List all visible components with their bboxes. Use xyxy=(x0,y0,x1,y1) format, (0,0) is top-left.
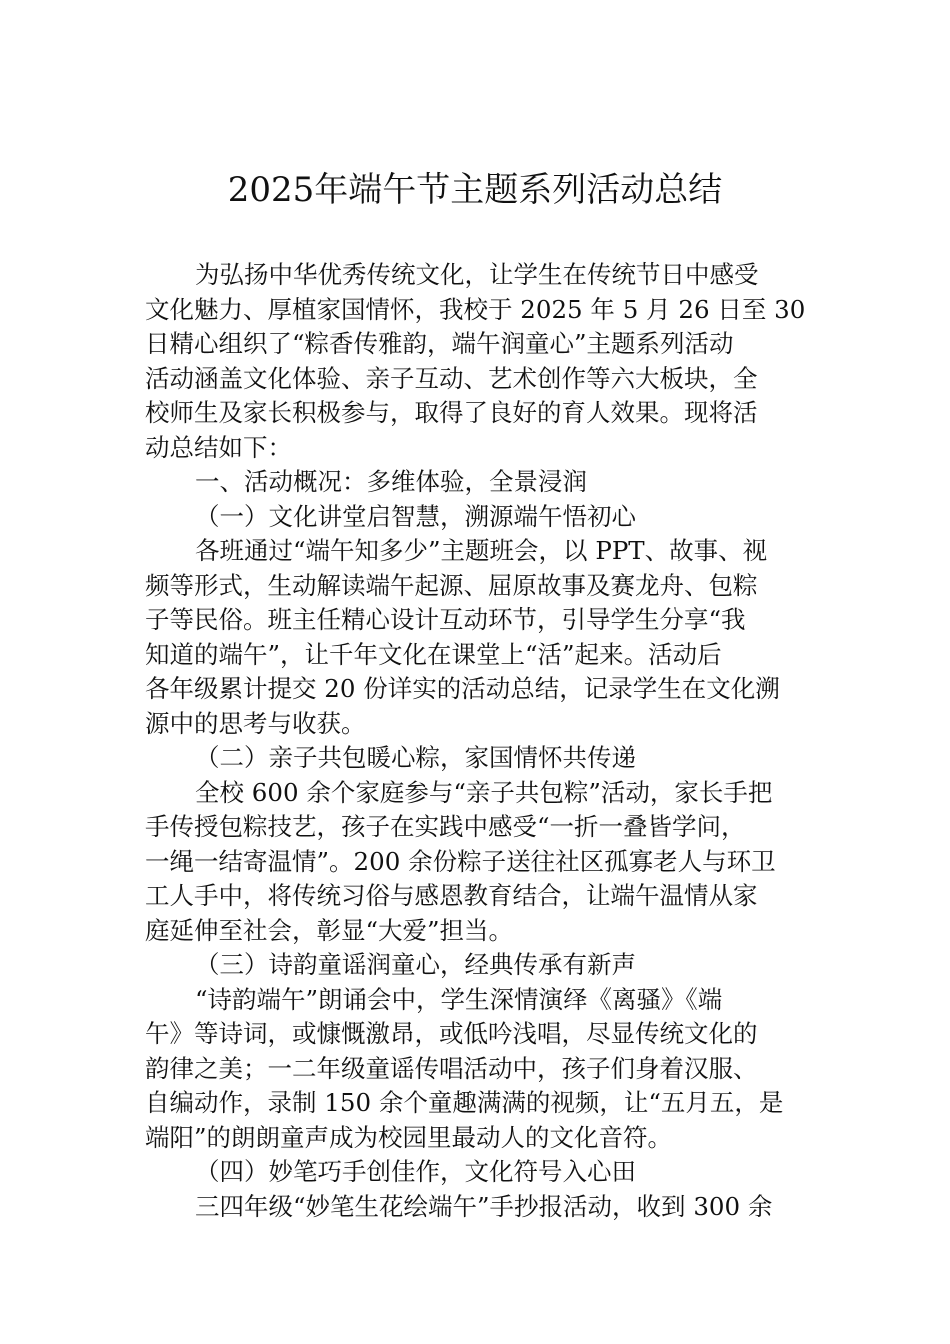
paragraph-line: 为弘扬中华优秀传统文化，让学生在传统节日中感受 xyxy=(195,260,759,289)
paragraph-line: 知道的端午”，让千年文化在课堂上“活”起来。活动后 xyxy=(145,639,722,669)
paragraph-line: 文化魅力、厚植家国情怀，我校于 2025 年 5 月 26 日至 30 xyxy=(145,294,806,324)
paragraph-line: 源中的思考与收获。 xyxy=(145,708,366,738)
paragraph-line: “诗韵端午”朗诵会中，学生深情演绎《离骚》《端 xyxy=(195,984,723,1014)
paragraph-line: 工人手中，将传统习俗与感恩教育结合，让端午温情从家 xyxy=(145,881,758,910)
subsection-heading: （四）妙笔巧手创佳作，文化符号入心田 xyxy=(195,1157,636,1186)
paragraph-line: 庭延伸至社会，彰显“大爱”担当。 xyxy=(145,915,514,945)
paragraph-line: 端阳”的朗朗童声成为校园里最动人的文化音符。 xyxy=(145,1122,673,1152)
document-body xyxy=(145,258,809,1224)
paragraph-line: 频等形式，生动解读端午起源、屈原故事及赛龙舟、包粽 xyxy=(145,570,758,600)
paragraph-line: 日精心组织了“粽香传雅韵，端午润童心”主题系列活动 xyxy=(145,329,734,358)
paragraph-line: 校师生及家长积极参与，取得了良好的育人效果。现将活 xyxy=(145,398,758,427)
section-heading: 一、活动概况：多维体验，全景浸润 xyxy=(195,467,587,496)
paragraph-line: 各班通过“端午知多少”主题班会，以 PPT、故事、视 xyxy=(195,536,768,565)
paragraph-line: 活动涵盖文化体验、亲子互动、艺术创作等六大板块，全 xyxy=(145,363,758,393)
paragraph-line: 全校 600 余个家庭参与“亲子共包粽”活动，家长手把 xyxy=(195,777,773,807)
paragraph-line: 自编动作，录制 150 余个童趣满满的视频，让“五月五，是 xyxy=(145,1088,784,1117)
subsection-heading: （二）亲子共包暖心粽，家国情怀共传递 xyxy=(195,743,636,772)
subsection-heading: （三）诗韵童谣润童心，经典传承有新声 xyxy=(195,950,636,979)
document-title: 2025年端午节主题系列活动总结 xyxy=(227,170,723,210)
paragraph-line: 手传授包粽技艺，孩子在实践中感受“一折一叠皆学问， xyxy=(145,812,746,841)
paragraph-line: 午》等诗词，或慷慨激昂，或低吟浅唱，尽显传统文化的 xyxy=(145,1019,758,1048)
paragraph-line: 一绳一结寄温情”。200 余份粽子送往社区孤寡老人与环卫 xyxy=(145,846,776,876)
paragraph-line: 三四年级“妙笔生花绘端午”手抄报活动，收到 300 余 xyxy=(195,1191,773,1221)
paragraph-line: 韵律之美；一二年级童谣传唱活动中，孩子们身着汉服、 xyxy=(145,1053,758,1083)
paragraph-line: 子等民俗。班主任精心设计互动环节，引导学生分享“我 xyxy=(145,605,746,634)
paragraph-line: 各年级累计提交 20 份详实的活动总结，记录学生在文化溯 xyxy=(145,674,780,703)
paragraph-line: 动总结如下： xyxy=(145,432,292,462)
subsection-heading: （一）文化讲堂启智慧，溯源端午悟初心 xyxy=(195,501,636,531)
